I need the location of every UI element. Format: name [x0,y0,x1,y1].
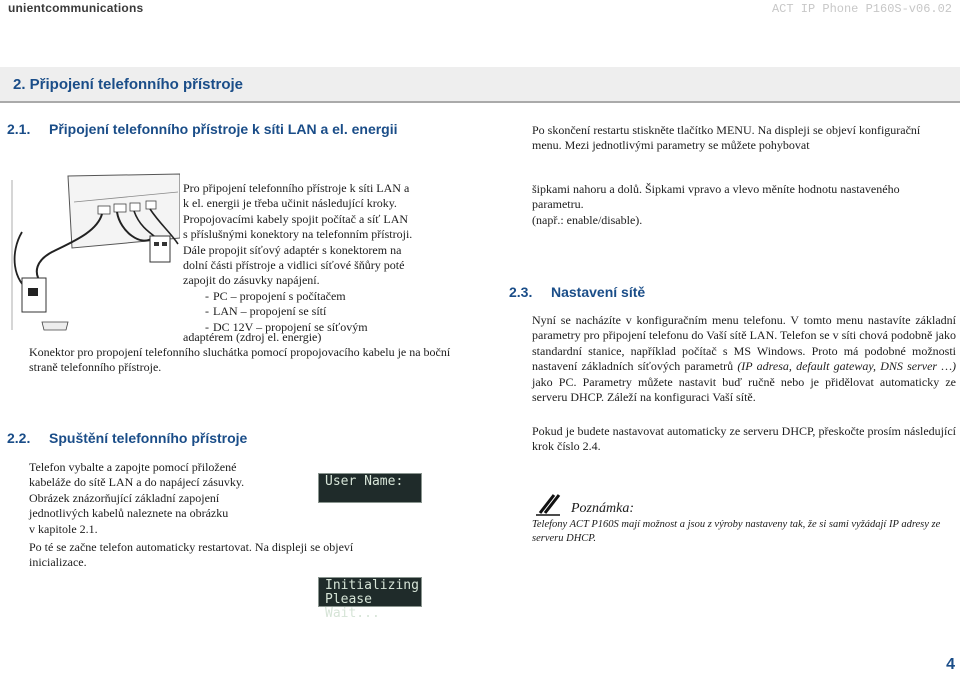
text-line: Obrázek znázorňující základní zapojení [29,490,220,505]
lcd-line: Please Wait... [325,592,380,621]
pencil-icon [534,493,562,517]
lcd-line: User Name: [325,474,404,489]
handset-connector-text: Konektor pro propojení telefonního sluchátka pomocí propojovacího kabelu je na boční straně telefonního přístroje. [29,345,451,375]
section-number: 2.2. [7,430,31,446]
list-text: PC – propojení s počítačem [213,288,346,303]
section-2-1-text [183,181,473,335]
note-title: Poznámka: [571,501,634,516]
pencil-icon-svg [534,493,562,517]
text-line: Pro připojení telefonního přístroje k síti LAN a [183,181,410,195]
section-number: 2.1. [7,121,31,137]
list-text: LAN – propojení se sítí [213,304,327,319]
restart-text: Po té se začne telefon automaticky restartovat. Na displeji se objeví inicializace. [29,540,354,570]
text-line: zapojit do zásuvky napájení. [183,273,320,288]
example-text: (např.: enable/disable). [532,213,643,227]
section-number: 2.3. [509,284,533,300]
text-line: jednotlivých kabelů naleznete na obrázku [29,506,229,521]
phone-connection-diagram-svg [2,172,180,332]
menu-intro-text: Po skončení restartu stiskněte tlačítko MENU. Na displeji se objeví konfigurační menu. Mezi jednotlivými parametry se můžete pohybovat [532,123,921,153]
lcd-display-user-name [318,473,422,503]
text-line: s příslušnými konektory na telefonním přístroji. [183,227,413,242]
arrows-text: šipkami nahoru a dolů. Šipkami vpravo a vlevo měníte hodnotu nastaveného parametru. [532,182,900,212]
text-run-italic: (IP adresa, default gateway, DNS server …) [737,359,956,374]
text-line: v kapitole 2.1. [29,521,98,536]
list-text: DC 12V – propojení se síťovým [213,319,368,334]
list-dash: - [205,319,209,334]
list-tail-text: adaptérem (zdroj el. energie) [183,330,322,344]
brand-logo-text: unientcommunications [8,1,144,15]
text-line: Propojovacími kabely spojit počítač a síť LAN [183,211,409,226]
section-2-3-heading [509,284,645,300]
section-title: Spuštění telefonního přístroje [49,430,248,446]
section-title: Připojení telefonního přístroje k síti LAN a el. energii [49,121,398,137]
chapter-title: 2. Připojení telefonního přístroje [13,76,244,93]
text-run: Nyní se nacházíte v konfiguračním menu telefonu. V tomto menu nastavíte základní parametry pro připojení telefonu do Vaší sítě LAN. Telefon se v síti chová podobně jako standardní stanice, například počítač s MS Windows. Proto má podobné možnosti nastavení základních síťových parametrů [532,313,956,374]
text-line: kabeláže do sítě LAN a do napájecí zásuvky. [29,475,245,490]
list-item-lan [183,304,473,319]
document-title: ACT IP Phone P160S-v06.02 [771,2,952,16]
section-title: Nastavení sítě [551,284,646,300]
section-2-1-heading [7,121,398,137]
list-dash: - [205,304,209,319]
lcd-line: Initializing [325,578,419,593]
text-line: k el. energii je třeba učinit následující kroky. [183,196,397,211]
list-item-pc [183,289,473,304]
text-line: Telefon vybalte a zapojte pomocí přiložené [29,460,237,474]
section-2-3-paragraph-1 [532,313,956,405]
text-line: dolní části přístroje a vidlici síťové šňůry poté [183,258,405,273]
section-2-2-text [29,460,309,537]
text-line: Dále propojit síťový adaptér s konektorem na [183,242,402,257]
list-dash: - [205,288,209,303]
page-number: 4 [946,656,955,673]
phone-connection-diagram [2,172,180,332]
section-2-2-heading [7,430,247,446]
section-2-3-paragraph-2: Pokud je budete nastavovat automaticky ze serveru DHCP, přeskočte prosím následující krok číslo 2.4. [532,424,956,454]
text-run: jako PC. Parametry můžete nastavit buď ručně nebo je přidělovat automaticky ze serveru DHCP. Záleží na konfiguraci Vaší sítě. [532,374,956,405]
lcd-display-initializing [318,577,422,621]
note-body: Telefony ACT P160S mají možnost a jsou z výroby nastaveny tak, že si sami vyžádají IP adresy ze serveru DHCP. [532,519,941,544]
